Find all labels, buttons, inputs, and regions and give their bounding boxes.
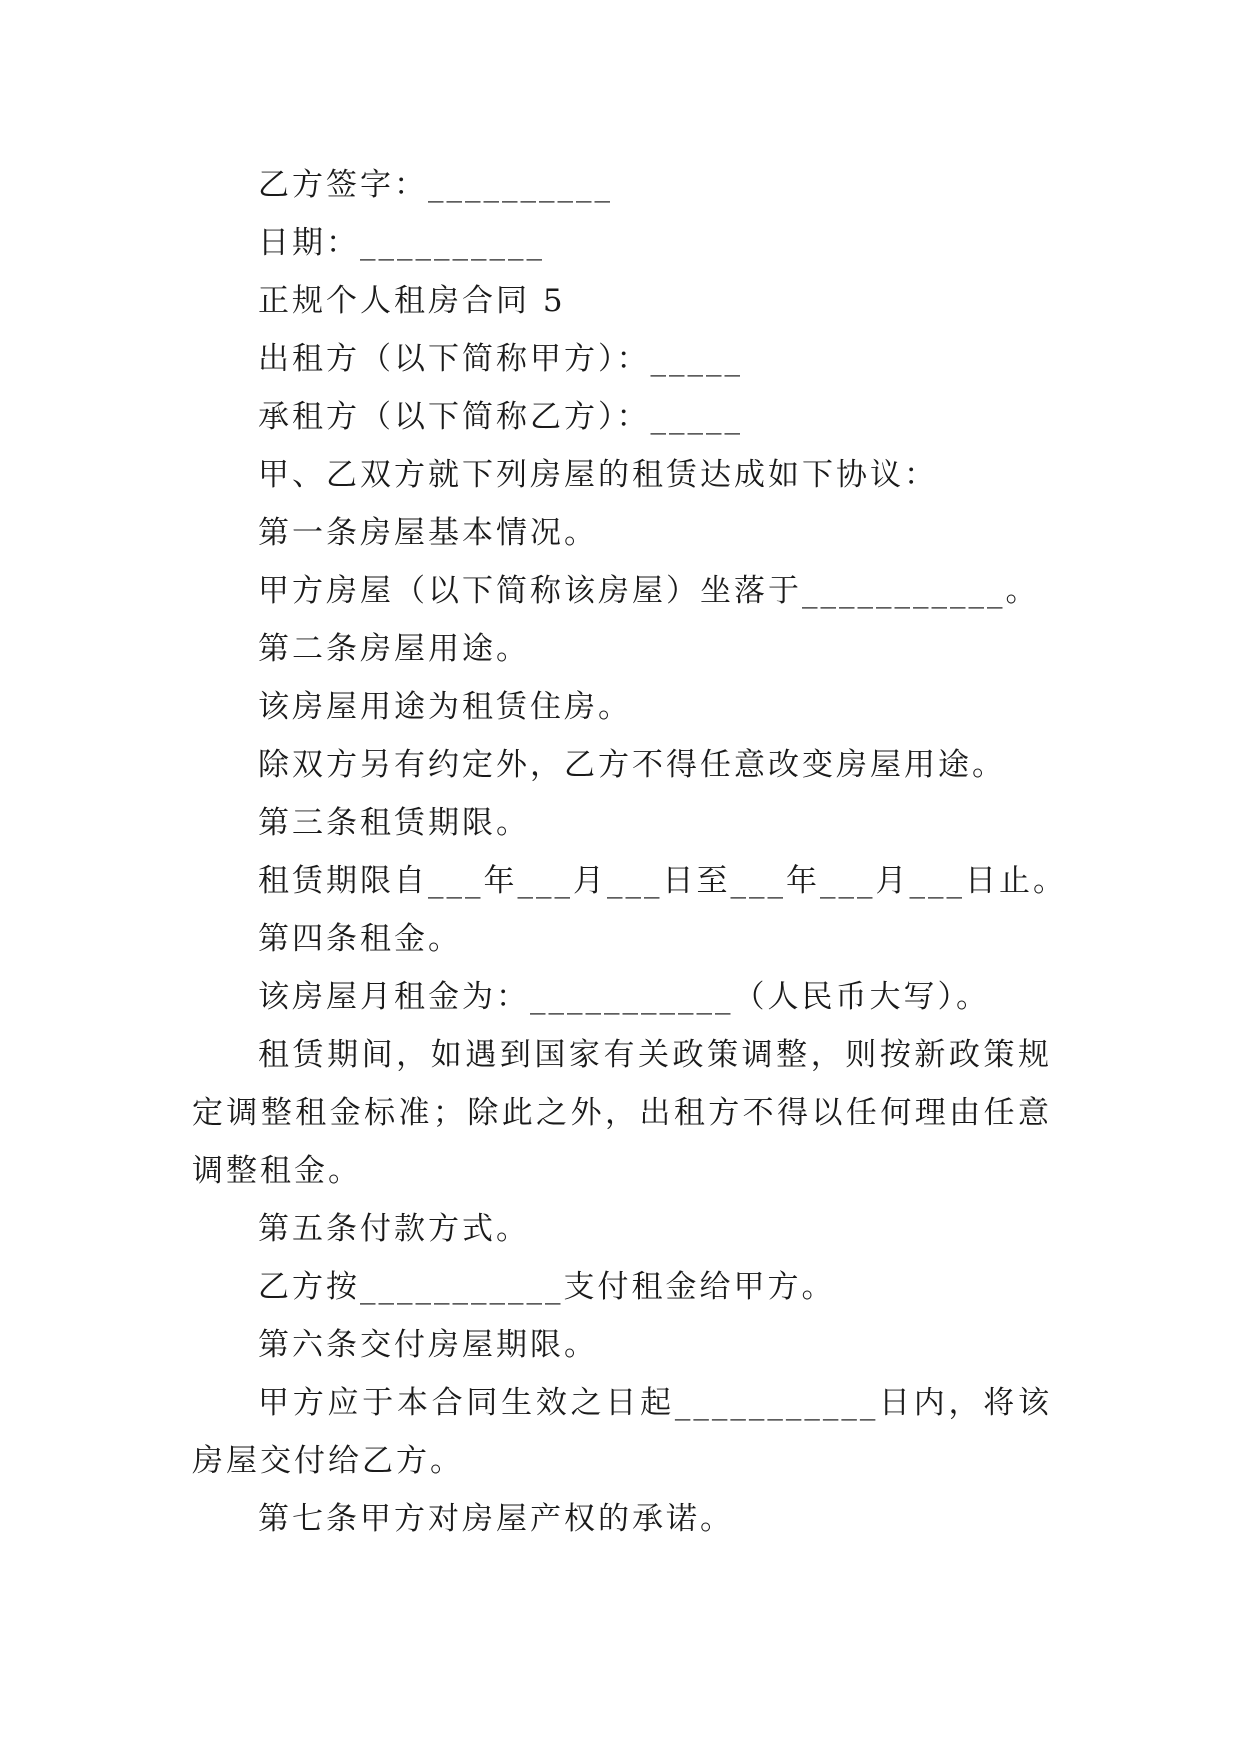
article-4-rent: 该房屋月租金为：___________（人民币大写）。 xyxy=(258,979,990,1015)
article-3-heading: 第三条租赁期限。 xyxy=(258,805,530,841)
article-5-payment: 乙方按___________支付租金给甲方。 xyxy=(258,1269,836,1305)
party-b-signature-line: 乙方签字：__________ xyxy=(258,167,613,203)
date-line: 日期：__________ xyxy=(258,225,545,261)
article-5-heading: 第五条付款方式。 xyxy=(258,1211,530,1247)
article-6-heading: 第六条交付房屋期限。 xyxy=(258,1327,598,1363)
lessee-line: 承租方（以下简称乙方）：_____ xyxy=(258,399,743,435)
article-1-heading: 第一条房屋基本情况。 xyxy=(258,515,598,551)
article-4-heading: 第四条租金。 xyxy=(258,921,462,957)
contract-title: 正规个人租房合同 5 xyxy=(258,283,566,319)
agreement-intro: 甲、乙双方就下列房屋的租赁达成如下协议： xyxy=(258,457,938,493)
article-7-heading: 第七条甲方对房屋产权的承诺。 xyxy=(258,1501,734,1537)
article-4-adjustment: 租赁期间，如遇到国家有关政策调整，则按新政策规定调整租金标准；除此之外，出租方不得以任何理由任意调整租金。 xyxy=(192,1037,1052,1189)
article-2-heading: 第二条房屋用途。 xyxy=(258,631,530,667)
article-6-delivery: 甲方应于本合同生效之日起___________日内，将该房屋交付给乙方。 xyxy=(192,1385,1052,1479)
article-2-usage: 该房屋用途为租赁住房。 xyxy=(258,689,632,725)
contract-body xyxy=(192,156,1067,1548)
article-3-term: 租赁期限自___年___月___日至___年___月___日止。 xyxy=(258,863,1067,899)
article-1-location: 甲方房屋（以下简称该房屋）坐落于___________。 xyxy=(258,573,1040,609)
lessor-line: 出租方（以下简称甲方）：_____ xyxy=(258,341,743,377)
article-2-restriction: 除双方另有约定外，乙方不得任意改变房屋用途。 xyxy=(258,747,1006,783)
